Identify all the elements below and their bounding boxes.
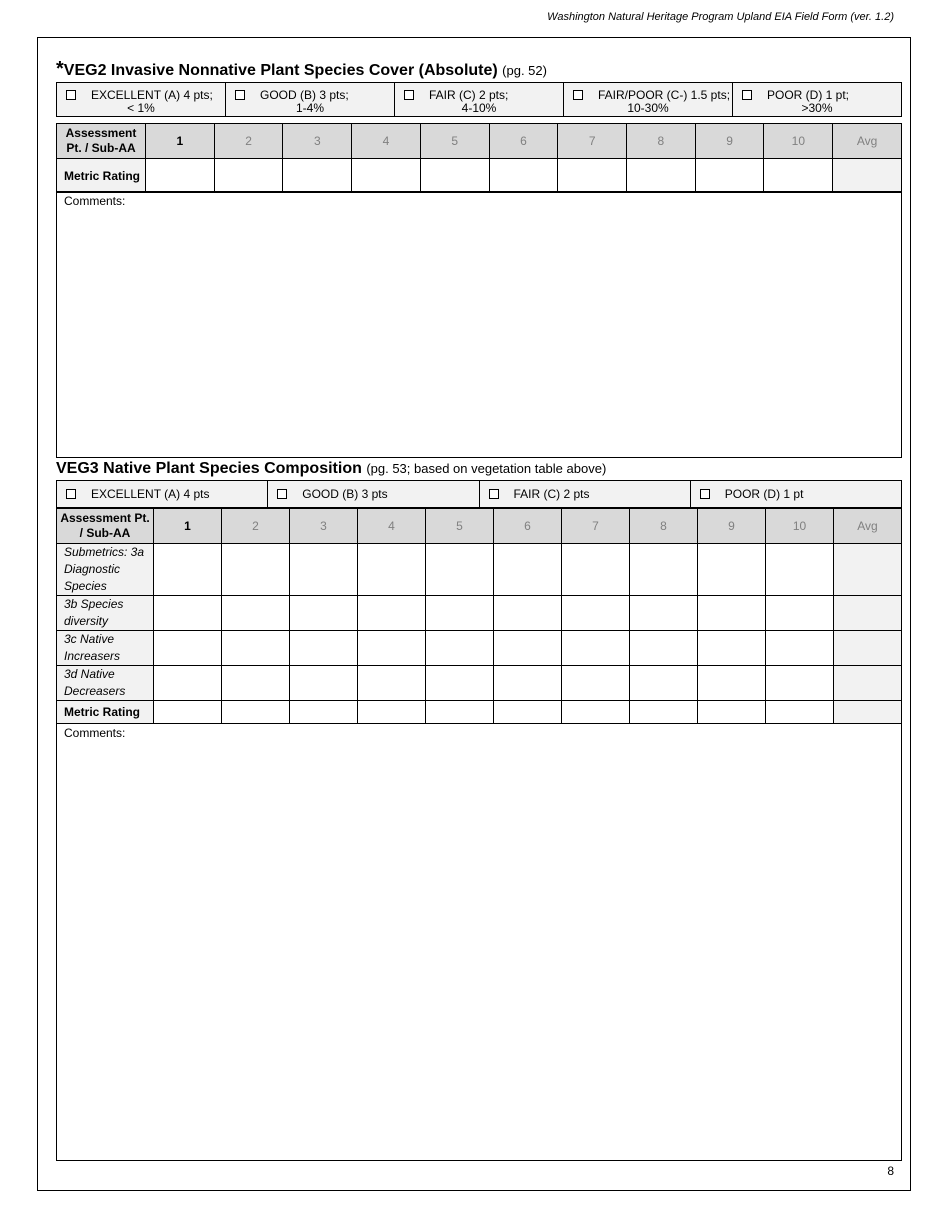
- col-header: 4: [352, 124, 421, 159]
- rating-cell[interactable]: [154, 544, 222, 596]
- veg2-option-fair[interactable]: [395, 83, 564, 117]
- col-header: 1: [146, 124, 215, 159]
- rating-cell[interactable]: [222, 666, 290, 701]
- checkbox[interactable]: [742, 90, 752, 100]
- veg3-title-text: VEG3 Native Plant Species Composition: [56, 460, 362, 477]
- row-label: Metric Rating: [57, 159, 146, 193]
- rating-cell[interactable]: [290, 701, 358, 724]
- rating-cell[interactable]: [630, 666, 698, 701]
- rating-cell[interactable]: [494, 666, 562, 701]
- avg-cell: [834, 701, 902, 724]
- rating-cell[interactable]: [358, 596, 426, 631]
- avg-cell: [834, 596, 902, 631]
- rating-cell[interactable]: [766, 544, 834, 596]
- form-header: Washington Natural Heritage Program Upland EIA Field Form (ver. 1.2): [547, 11, 894, 23]
- rating-cell[interactable]: [214, 159, 283, 193]
- rating-cell[interactable]: [630, 544, 698, 596]
- rating-cell[interactable]: [222, 544, 290, 596]
- rating-cell[interactable]: [154, 631, 222, 666]
- rating-cell[interactable]: [494, 631, 562, 666]
- checkbox[interactable]: [489, 489, 499, 499]
- col-header-avg: Avg: [833, 124, 902, 159]
- avg-cell: [834, 666, 902, 701]
- rating-cell[interactable]: [290, 596, 358, 631]
- col-header: 9: [698, 509, 766, 544]
- rating-cell[interactable]: [352, 159, 421, 193]
- avg-cell: [833, 159, 902, 193]
- option-label: GOOD (B) 3 pts;: [260, 87, 349, 102]
- option-label: POOR (D) 1 pt: [724, 487, 804, 501]
- col-header: 7: [558, 124, 627, 159]
- avg-cell: [834, 544, 902, 596]
- col-header: 7: [562, 509, 630, 544]
- rating-cell[interactable]: [698, 544, 766, 596]
- veg3-option-fair[interactable]: [479, 481, 690, 508]
- rating-cell[interactable]: [562, 544, 630, 596]
- rating-cell[interactable]: [358, 666, 426, 701]
- rating-cell[interactable]: [766, 701, 834, 724]
- veg3-option-excellent[interactable]: [57, 481, 268, 508]
- veg2-option-excellent[interactable]: [57, 83, 226, 117]
- rating-cell[interactable]: [627, 159, 696, 193]
- rating-cell[interactable]: [290, 666, 358, 701]
- submetric-row: [57, 544, 902, 596]
- rating-cell[interactable]: [426, 701, 494, 724]
- submetric-row: [57, 666, 902, 701]
- col-header: 2: [214, 124, 283, 159]
- col-header: 5: [420, 124, 489, 159]
- rating-cell[interactable]: [154, 596, 222, 631]
- option-label: EXCELLENT (A) 4 pts: [91, 487, 210, 501]
- option-range: 10-30%: [627, 101, 669, 115]
- veg2-comments-box[interactable]: [56, 191, 902, 458]
- veg2-option-good[interactable]: [226, 83, 395, 117]
- rating-cell[interactable]: [562, 666, 630, 701]
- col-header: 10: [766, 509, 834, 544]
- comments-label: Comments:: [64, 726, 126, 740]
- row-label: 3c Native Increasers: [57, 631, 154, 666]
- row-label: Metric Rating: [57, 701, 154, 724]
- rating-cell[interactable]: [698, 631, 766, 666]
- rating-cell[interactable]: [766, 631, 834, 666]
- assessment-header: Assessment Pt. / Sub-AA: [57, 124, 146, 159]
- option-range: >30%: [801, 101, 833, 115]
- rating-cell[interactable]: [426, 544, 494, 596]
- option-range: < 1%: [127, 101, 155, 115]
- rating-cell[interactable]: [494, 701, 562, 724]
- rating-cell[interactable]: [426, 596, 494, 631]
- assessment-header: Assessment Pt. / Sub-AA: [57, 509, 154, 544]
- row-label: 3d Native Decreasers: [57, 666, 154, 701]
- veg2-option-fair-poor[interactable]: [564, 83, 733, 117]
- row-label: Submetrics: 3a Diagnostic Species: [57, 544, 154, 596]
- col-header: 8: [627, 124, 696, 159]
- submetric-row: [57, 596, 902, 631]
- rating-cell[interactable]: [146, 159, 215, 193]
- rating-cell[interactable]: [222, 701, 290, 724]
- rating-cell[interactable]: [494, 596, 562, 631]
- veg2-title: [56, 58, 547, 81]
- col-header: 3: [290, 509, 358, 544]
- rating-cell[interactable]: [698, 666, 766, 701]
- col-header: 6: [489, 124, 558, 159]
- rating-cell[interactable]: [695, 159, 764, 193]
- rating-cell[interactable]: [630, 631, 698, 666]
- veg3-title: [56, 460, 606, 478]
- rating-cell[interactable]: [426, 631, 494, 666]
- rating-cell[interactable]: [766, 596, 834, 631]
- col-header-avg: Avg: [834, 509, 902, 544]
- metric-rating-row: [57, 701, 902, 724]
- veg3-rating-table: [56, 508, 902, 724]
- option-label: FAIR/POOR (C-) 1.5 pts;: [598, 87, 731, 102]
- col-header: 5: [426, 509, 494, 544]
- col-header: 10: [764, 124, 833, 159]
- rating-cell[interactable]: [154, 666, 222, 701]
- rating-cell[interactable]: [562, 701, 630, 724]
- option-range: 1-4%: [295, 101, 324, 115]
- rating-cell[interactable]: [154, 701, 222, 724]
- col-header: 3: [283, 124, 352, 159]
- metric-rating-row: [57, 159, 902, 193]
- col-header: 8: [630, 509, 698, 544]
- veg3-option-good[interactable]: [268, 481, 479, 508]
- row-label: 3b Species diversity: [57, 596, 154, 631]
- rating-cell[interactable]: [766, 666, 834, 701]
- checkbox[interactable]: [404, 90, 414, 100]
- checkbox[interactable]: [66, 90, 76, 100]
- rating-cell[interactable]: [420, 159, 489, 193]
- rating-cell[interactable]: [290, 544, 358, 596]
- checkbox[interactable]: [66, 489, 76, 499]
- rating-cell[interactable]: [222, 596, 290, 631]
- rating-cell[interactable]: [558, 159, 627, 193]
- rating-cell[interactable]: [562, 631, 630, 666]
- veg3-option-poor[interactable]: [690, 481, 901, 508]
- checkbox[interactable]: [277, 489, 287, 499]
- rating-cell[interactable]: [562, 596, 630, 631]
- avg-cell: [834, 631, 902, 666]
- rating-cell[interactable]: [489, 159, 558, 193]
- rating-cell[interactable]: [764, 159, 833, 193]
- option-label: FAIR (C) 2 pts: [513, 487, 590, 501]
- rating-cell[interactable]: [358, 701, 426, 724]
- veg2-page-note: (pg. 52): [502, 63, 547, 78]
- col-header: 6: [494, 509, 562, 544]
- rating-cell[interactable]: [426, 666, 494, 701]
- veg2-rating-table: [56, 123, 902, 193]
- option-label: EXCELLENT (A) 4 pts;: [91, 87, 213, 102]
- col-header: 9: [695, 124, 764, 159]
- veg2-options: [56, 82, 902, 117]
- submetric-row: [57, 631, 902, 666]
- col-header: 1: [154, 509, 222, 544]
- required-marker: *: [56, 58, 64, 80]
- rating-cell[interactable]: [222, 631, 290, 666]
- option-label: FAIR (C) 2 pts;: [429, 87, 509, 102]
- veg2-option-poor[interactable]: [733, 83, 902, 117]
- option-range: 4-10%: [461, 101, 497, 115]
- veg3-options: [56, 480, 902, 508]
- checkbox[interactable]: [235, 90, 245, 100]
- col-header: 4: [358, 509, 426, 544]
- rating-cell[interactable]: [290, 631, 358, 666]
- option-label: POOR (D) 1 pt;: [767, 87, 850, 102]
- page-number: 8: [887, 1164, 894, 1178]
- rating-cell[interactable]: [698, 701, 766, 724]
- veg3-comments-box[interactable]: [56, 723, 902, 1161]
- rating-cell[interactable]: [358, 631, 426, 666]
- checkbox[interactable]: [700, 489, 710, 499]
- veg2-title-text: VEG2 Invasive Nonnative Plant Species Cover (Absolute): [63, 62, 498, 79]
- rating-cell[interactable]: [283, 159, 352, 193]
- col-header: 2: [222, 509, 290, 544]
- comments-label: Comments:: [64, 194, 126, 208]
- rating-cell[interactable]: [358, 544, 426, 596]
- rating-cell[interactable]: [630, 701, 698, 724]
- rating-cell[interactable]: [698, 596, 766, 631]
- rating-cell[interactable]: [494, 544, 562, 596]
- option-label: GOOD (B) 3 pts: [302, 487, 388, 501]
- checkbox[interactable]: [573, 90, 583, 100]
- veg3-page-note: (pg. 53; based on vegetation table above): [366, 461, 607, 476]
- rating-cell[interactable]: [630, 596, 698, 631]
